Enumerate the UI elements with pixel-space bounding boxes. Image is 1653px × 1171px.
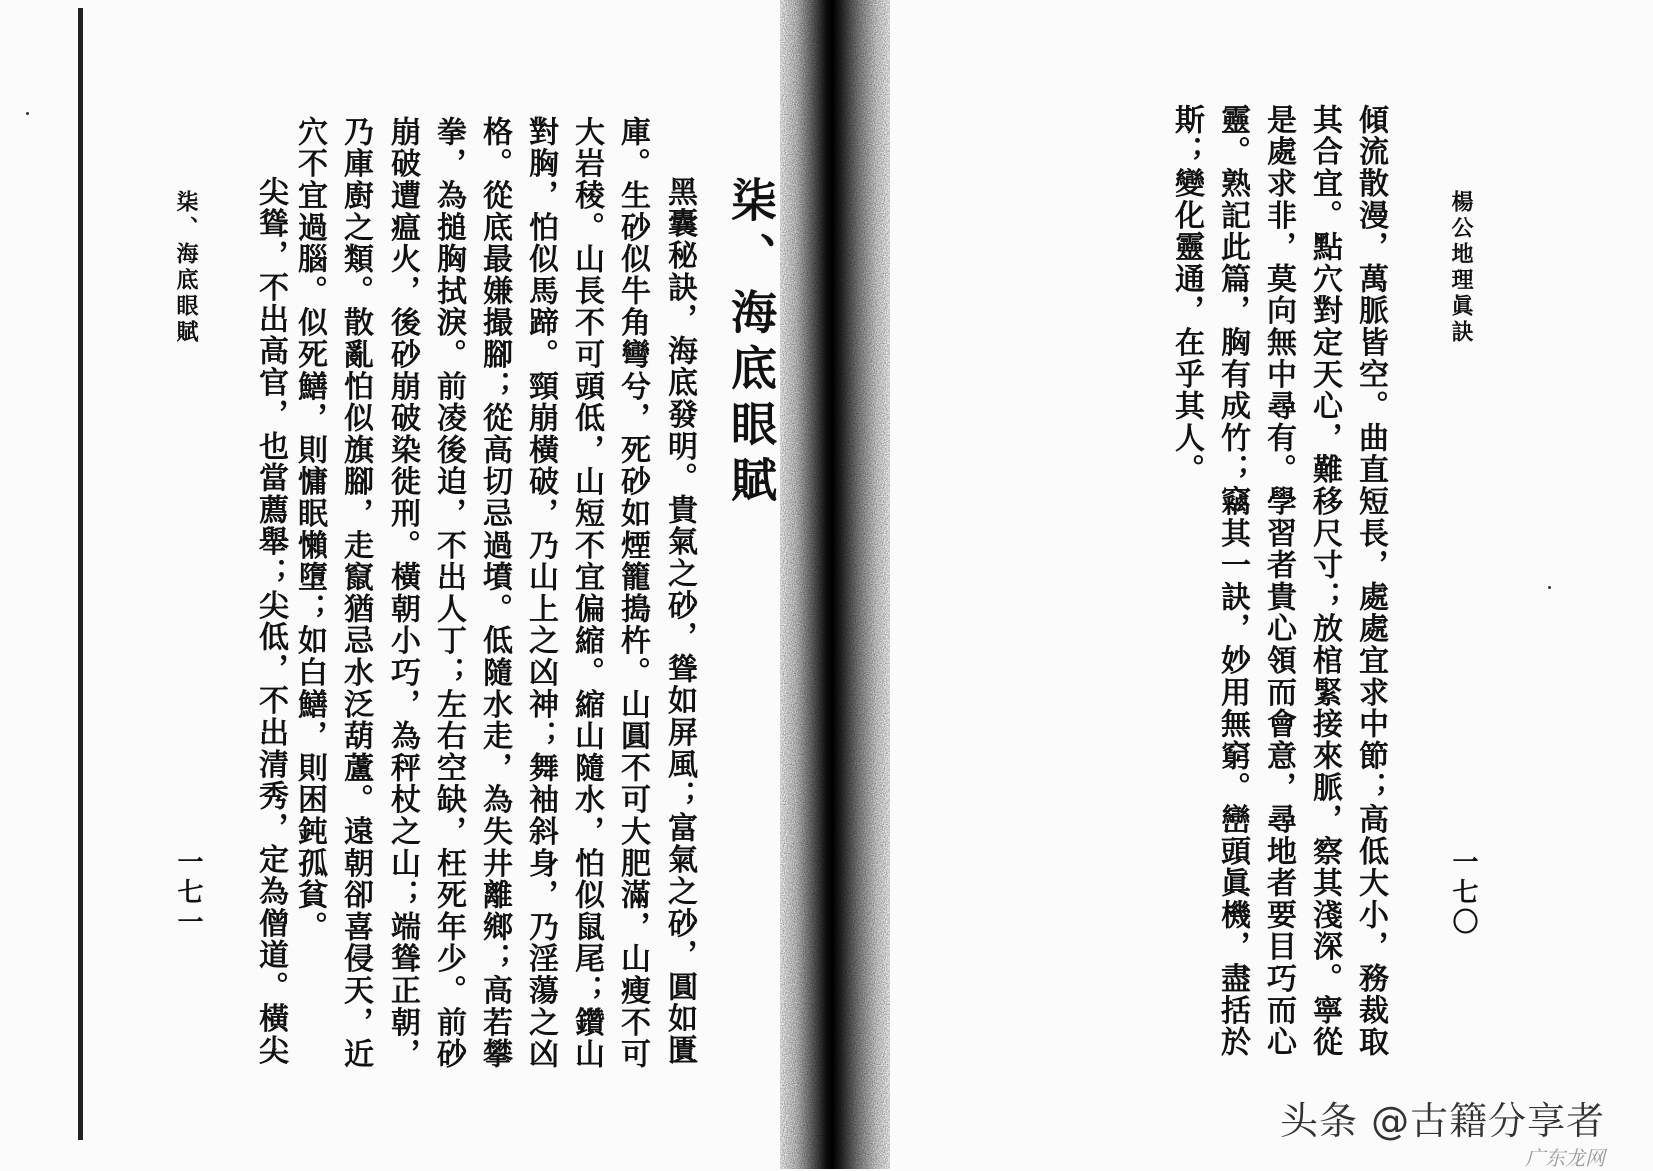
text-column: 其合宜。點穴對定天心，難移尺寸；放棺緊接來脈，察其淺深。寧從 xyxy=(1307,104,1342,1058)
text-column: 靈。熟記此篇，胸有成竹；竊其一訣，妙用無窮。巒頭眞機，盡括於 xyxy=(1215,104,1250,1058)
text-column: 是處求非，莫向無中尋有。學習者貴心領而會意，尋地者要目巧而心 xyxy=(1261,104,1296,1058)
scan-speck xyxy=(1548,586,1551,589)
text-column: 對胸，怕似馬蹄。頸崩橫破，乃山上之凶神；舞袖斜身，乃淫蕩之凶 xyxy=(523,116,558,1070)
watermark-site: 广东龙网 xyxy=(1525,1146,1605,1170)
page-number-right: 一七〇 xyxy=(1448,848,1478,938)
left-page-edge xyxy=(78,8,83,1140)
text-column: 傾流散漫，萬脈皆空。曲直短長，處處宜求中節；高低大小，務裁取 xyxy=(1353,104,1388,1058)
chapter-title: 柒、海底眼賦 xyxy=(724,176,778,512)
watermark-text: 头条 @古籍分享者 xyxy=(1280,1099,1606,1143)
running-head-right: 楊公地理眞訣 xyxy=(1448,190,1474,346)
text-column: 斯；變化靈通，在乎其人。 xyxy=(1169,104,1204,486)
text-column: 格。從底最嫌撮腳；從高切忌過墳。低隨水走，為失井離鄉；高若攀 xyxy=(477,116,512,1070)
text-column: 黑囊秘訣，海底發明。貴氣之砂，聳如屏風；富氣之砂，圓如匱 xyxy=(662,176,697,1067)
book-spine-shadow xyxy=(780,0,890,1169)
text-column: 崩破遭瘟火，後砂崩破染徙刑。橫朝小巧，為秤杖之山；端聳正朝， xyxy=(385,116,420,1070)
text-column: 庫。生砂似牛角彎兮，死砂如煙籠搗杵。山圓不可大肥滿，山瘦不可 xyxy=(615,116,650,1070)
text-column: 尖聳，不出高官，也當薦舉；尖低，不出清秀，定為僧道。橫尖 xyxy=(253,176,288,1067)
text-column: 大岩稜。山長不可頭低，山短不宜偏縮。縮山隨水，怕似鼠尾；鑽山 xyxy=(569,116,604,1070)
running-head-left: 柒、海底眼賦 xyxy=(173,190,199,346)
page-number-left: 一七一 xyxy=(173,848,203,938)
scan-speck xyxy=(26,112,29,115)
text-column: 拳，為搥胸拭淚。前凌後迫，不出人丁；左右空缺，枉死年少。前砂 xyxy=(431,116,466,1070)
text-column: 穴不宜過腦。似死鱔，則慵眠懶墮；如白鱔，則困鈍孤貧。 xyxy=(292,116,327,943)
text-column: 乃庫廚之類。散亂怕似旗腳，走竄猶忌水泛葫蘆。遠朝卻喜侵天，近 xyxy=(338,116,373,1070)
